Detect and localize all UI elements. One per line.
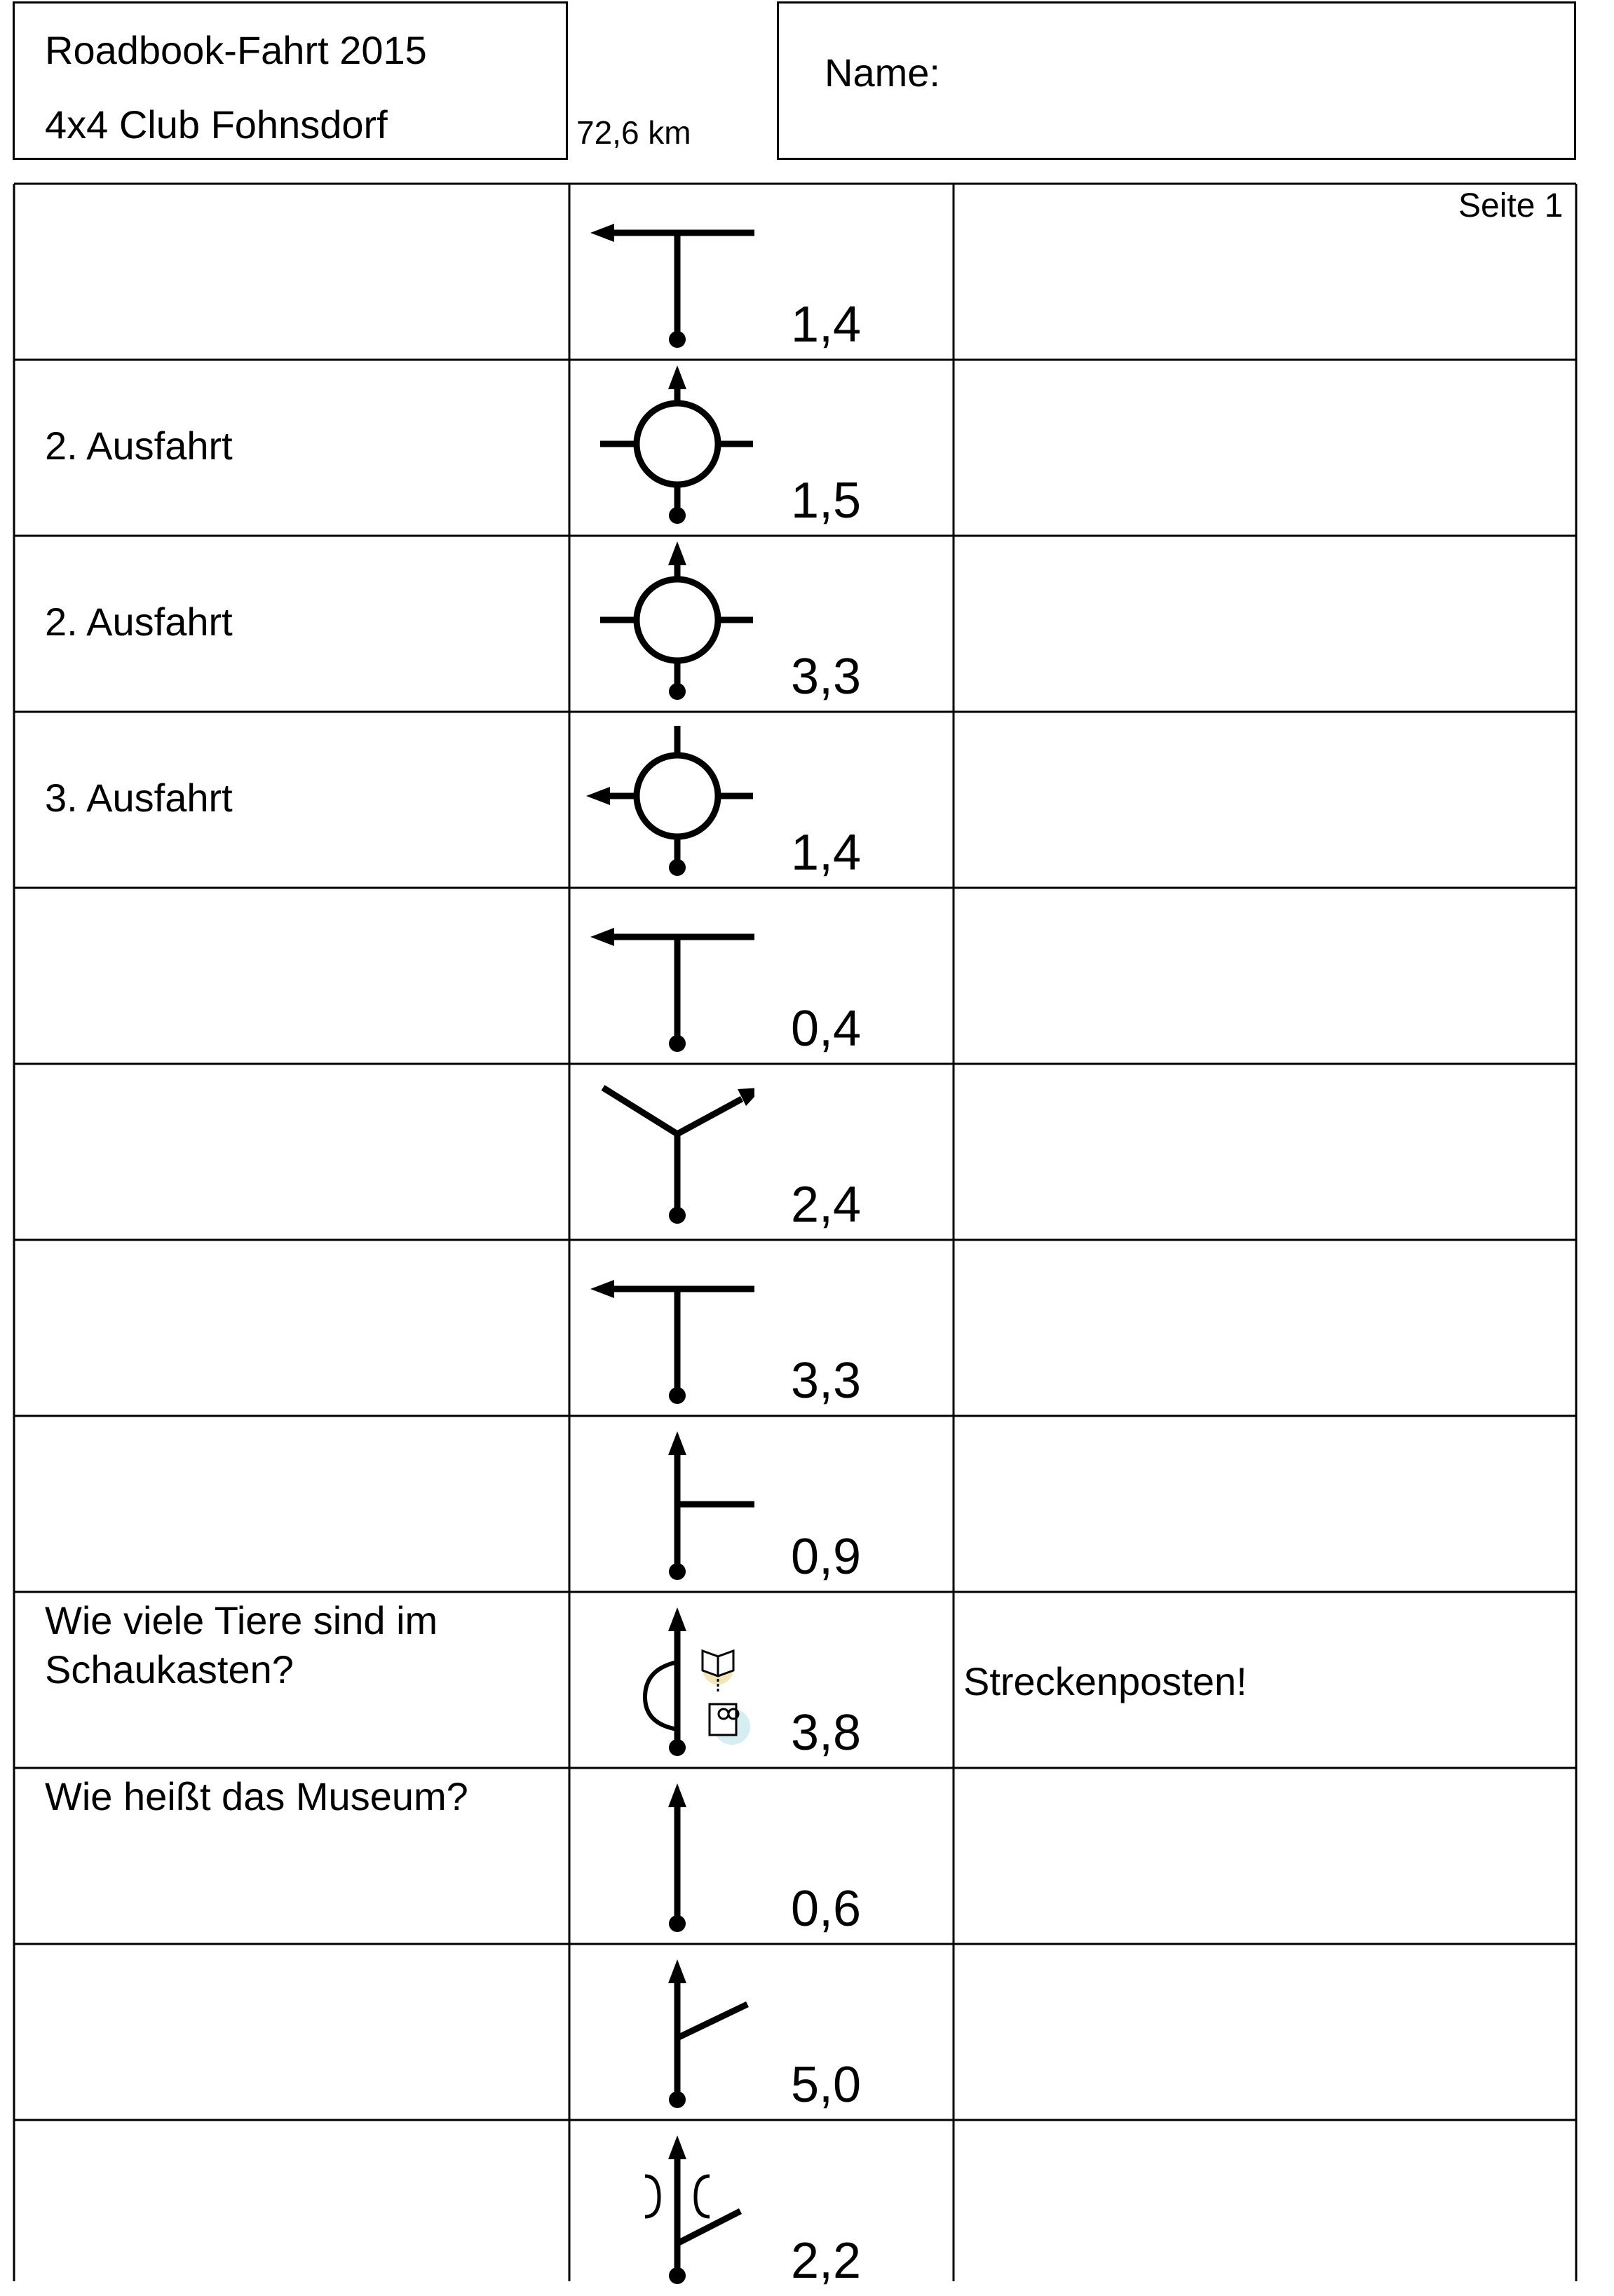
roundabout-left-icon (572, 712, 754, 888)
row-instruction: Wie heißt das Museum? (45, 1774, 468, 1818)
row-distance: 2,4 (791, 1177, 862, 1233)
straight-with-checkpoint-icon (572, 1592, 754, 1768)
row-instruction: 2. Ausfahrt (45, 424, 233, 468)
straight-right-branch-icon (572, 1416, 754, 1592)
row-instruction: 3. Ausfahrt (45, 776, 233, 820)
row-instruction: Wie viele Tiere sind im Schaukasten? (45, 1598, 438, 1691)
row-instruction: 2. Ausfahrt (45, 600, 233, 644)
page-label: Seite 1 (1458, 187, 1564, 224)
roundabout-straight-icon (572, 536, 754, 712)
header-club: 4x4 Club Fohnsdorf (45, 102, 388, 147)
total-distance: 72,6 km (576, 114, 691, 151)
row-distance: 1,5 (791, 473, 862, 529)
row-distance: 3,3 (791, 1353, 862, 1409)
straight-diagonal-branch-icon (572, 1944, 754, 2120)
t-junction-left-icon (572, 184, 754, 360)
row-distance: 0,6 (791, 1881, 862, 1937)
row-distance: 0,4 (791, 1001, 862, 1057)
roundabout-straight-icon (572, 360, 754, 536)
row-distance: 1,4 (791, 297, 862, 353)
row-distance: 0,9 (791, 1529, 862, 1585)
row-note: Streckenposten! (963, 1659, 1247, 1703)
y-fork-right-icon (572, 1064, 754, 1240)
row-distance: 3,8 (791, 1705, 862, 1761)
checkpoint-pictogram-icon (703, 1651, 750, 1745)
row-distance: 5,0 (791, 2057, 862, 2113)
straight-icon (572, 1768, 754, 1944)
header-title: Roadbook-Fahrt 2015 (45, 28, 427, 72)
row-distance: 2,2 (791, 2233, 862, 2289)
straight-bridge-branch-icon (572, 2120, 754, 2296)
t-junction-left-icon (572, 1240, 754, 1416)
row-distance: 3,3 (791, 649, 862, 705)
row-distance: 1,4 (791, 825, 862, 881)
t-junction-left-icon (572, 888, 754, 1064)
name-label: Name: (825, 50, 940, 95)
